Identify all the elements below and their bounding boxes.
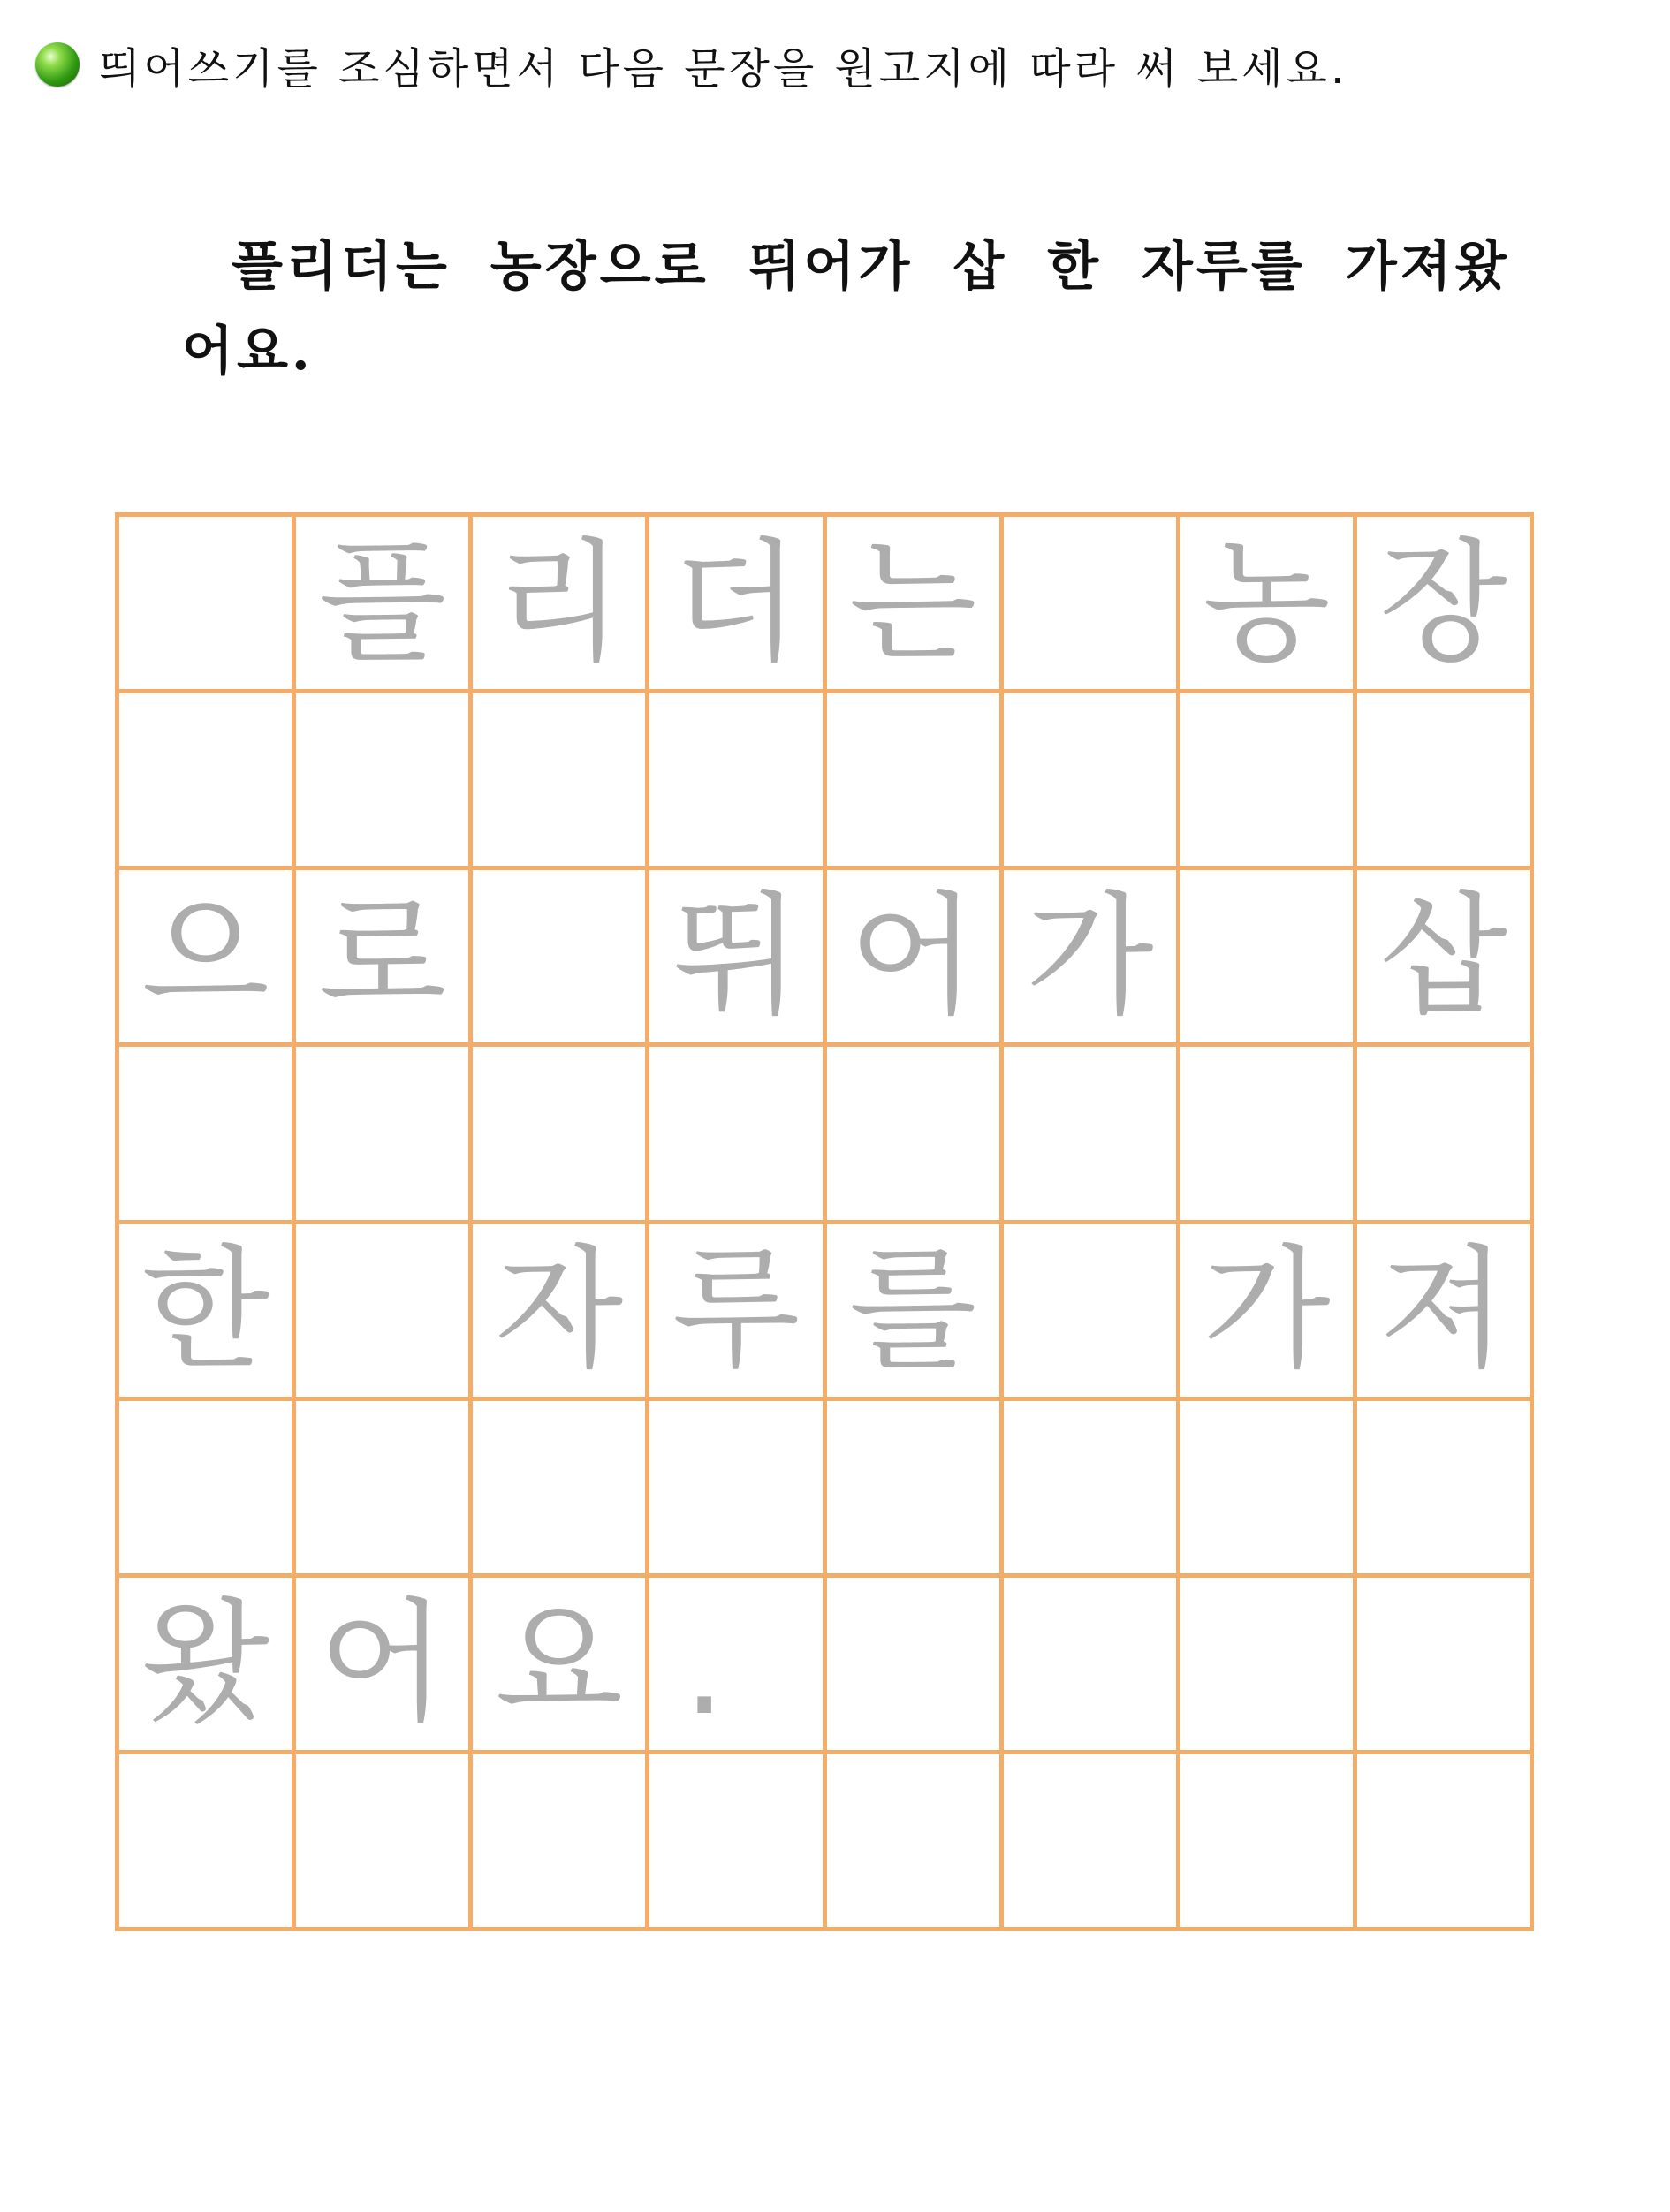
blank-cell	[827, 1578, 1004, 1754]
trace-char-cell: 플	[296, 517, 473, 693]
writing-cell[interactable]	[827, 1047, 1004, 1223]
instruction	[35, 34, 1347, 95]
trace-char-cell: 는	[827, 517, 1004, 693]
blank-cell	[1004, 1224, 1180, 1401]
trace-char-cell: 가	[1180, 1224, 1357, 1401]
writing-cell[interactable]	[296, 1754, 473, 1931]
writing-cell[interactable]	[1357, 1754, 1534, 1931]
writing-cell[interactable]	[1357, 1047, 1534, 1223]
trace-char-cell: 더	[649, 517, 826, 693]
writing-cell[interactable]	[1357, 1401, 1534, 1578]
writing-cell[interactable]	[296, 693, 473, 870]
blank-cell	[296, 1224, 473, 1401]
writing-cell[interactable]	[1180, 693, 1357, 870]
trace-char-cell: 루	[649, 1224, 826, 1401]
writing-cell[interactable]	[649, 1047, 826, 1223]
manuscript-paper-grid	[115, 512, 1534, 1931]
model-sentence-line-2: 어요.	[182, 321, 314, 383]
writing-cell[interactable]	[473, 1754, 649, 1931]
writing-cell[interactable]	[1004, 1754, 1180, 1931]
writing-cell[interactable]	[296, 1047, 473, 1223]
trace-char-cell: 뛰	[649, 870, 826, 1047]
writing-cell[interactable]	[119, 1401, 296, 1578]
writing-cell[interactable]	[473, 1401, 649, 1578]
blank-cell	[1004, 517, 1180, 693]
blank-cell	[1180, 1578, 1357, 1754]
writing-cell[interactable]	[1357, 693, 1534, 870]
trace-char-cell: 삽	[1357, 870, 1534, 1047]
writing-cell[interactable]	[827, 1754, 1004, 1931]
blank-cell	[1357, 1578, 1534, 1754]
blank-cell	[1004, 1578, 1180, 1754]
writing-cell[interactable]	[119, 693, 296, 870]
trace-char-cell: 져	[1357, 1224, 1534, 1401]
blank-cell	[1180, 870, 1357, 1047]
writing-cell[interactable]	[1004, 693, 1180, 870]
writing-cell[interactable]	[827, 1401, 1004, 1578]
writing-cell[interactable]	[473, 1047, 649, 1223]
green-bullet-icon	[35, 42, 80, 87]
writing-cell[interactable]	[827, 693, 1004, 870]
model-sentence-line-1: 플리더는 농장으로 뛰어가 삽 한 자루를 가져왔	[232, 236, 1510, 298]
trace-char-cell: 왔	[119, 1578, 296, 1754]
writing-cell[interactable]	[649, 1401, 826, 1578]
trace-char-cell: 어	[296, 1578, 473, 1754]
writing-cell[interactable]	[649, 693, 826, 870]
writing-cell[interactable]	[473, 693, 649, 870]
trace-char-cell: .	[649, 1578, 826, 1754]
blank-cell	[473, 870, 649, 1047]
trace-char-cell: 자	[473, 1224, 649, 1401]
trace-char-cell: 농	[1180, 517, 1357, 693]
writing-cell[interactable]	[1004, 1047, 1180, 1223]
trace-char-cell: 로	[296, 870, 473, 1047]
writing-cell[interactable]	[1180, 1754, 1357, 1931]
trace-char-cell: 한	[119, 1224, 296, 1401]
trace-char-cell: 를	[827, 1224, 1004, 1401]
blank-cell	[119, 517, 296, 693]
writing-cell[interactable]	[1180, 1401, 1357, 1578]
trace-char-cell: 가	[1004, 870, 1180, 1047]
trace-char-cell: 으	[119, 870, 296, 1047]
instruction-text: 띄어쓰기를 조심하면서 다음 문장을 원고지에 따라 써 보세요.	[99, 43, 1348, 94]
trace-char-cell: 요	[473, 1578, 649, 1754]
writing-cell[interactable]	[119, 1047, 296, 1223]
trace-char-cell: 리	[473, 517, 649, 693]
writing-cell[interactable]	[649, 1754, 826, 1931]
trace-char-cell: 장	[1357, 517, 1534, 693]
writing-cell[interactable]	[1180, 1047, 1357, 1223]
writing-cell[interactable]	[296, 1401, 473, 1578]
trace-char-cell: 어	[827, 870, 1004, 1047]
writing-cell[interactable]	[119, 1754, 296, 1931]
writing-cell[interactable]	[1004, 1401, 1180, 1578]
